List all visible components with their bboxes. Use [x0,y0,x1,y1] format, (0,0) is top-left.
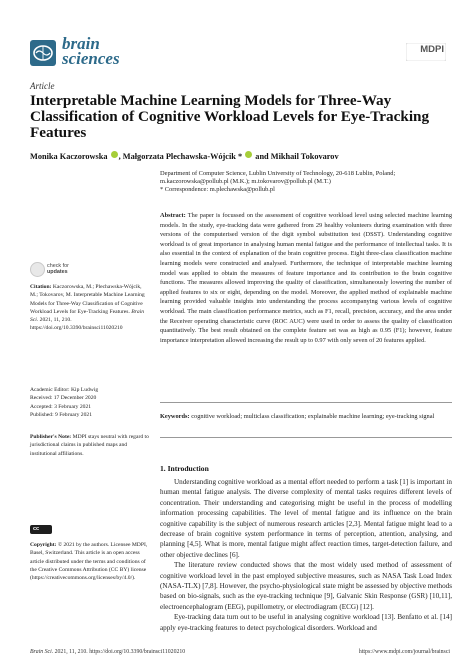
published-date: Published: 9 February 2021 [30,411,92,418]
author-2: , Małgorzata Plechawska-Wójcik [118,152,236,161]
affiliation-emails: m.kaczorowska@pollub.pl (M.K.); m.tokovarov@pollub.pl (M.T.) [160,178,331,186]
author-list [30,151,450,161]
publisher-name: MDPI [420,44,444,55]
paragraph: The literature review conducted shows that the most widely used method of assessment of cognitive workload level in the past employed subjective measures, such as NASA Task Load Index (NASA-TLX) [7,8]. However, the psycho-physiological state might be assessed by objective methods based on bio-signals, such as the eye-tracking technique [9], Galvanic Skin Response (GSR) [10,11], electroencephalogram (EEG), pupillometry, or electrodiagram (ECG) [12]. [160,561,452,611]
orcid-icon[interactable] [245,151,252,158]
article-type: Article [30,81,55,91]
copyright-text: © 2021 by the authors. Licensee MDPI, Basel, Switzerland. This article is an open access article distributed under the terms and conditions of the Creative Commons Attribution (CC BY) license (https://creativecommons.org/licenses/by/4.0/). [30,542,148,582]
author-3: and Mikhail Tokovarov [253,152,339,161]
paragraph: Understanding cognitive workload as a mental effort needed to perform a task [1] is important in human mental fatigue analysis. The diverse complexity of mental tasks requires different levels of concentration. Their understanding and categorising might be useful in the process of modelling information processing capabilities. The level of mental fatigue and its influence on the brain cognitive capability is the subject of numerous research articles [2,3]. Mental fatigue might lead to a decrease of brain cognitive system performance in terms of perception, attention, analysing, and planning [4,5]. What is more, mental fatigue might affect reaction times, target-detection failure, and other objective declines [6]. [160,478,452,559]
abstract-label: Abstract: [160,212,186,219]
author-1: Monika Kaczorowska [30,152,108,161]
journal-logo-icon [30,40,56,66]
check-line2: updates [47,269,68,276]
received-date: Received: 17 December 2020 [30,395,97,402]
introduction-body [160,477,452,633]
article-title: Interpretable Machine Learning Models for Three-Way Classification of Cognitive Workload Levels for Eye-Tracking Features [30,92,430,142]
paragraph: Eye-tracking data turn out to be useful in analysing cognitive workload [13]. Benfatto et al. [14] apply eye-tracking features to detect psychological disorders. Workload and [160,613,452,632]
orcid-icon[interactable] [111,151,118,158]
journal-line2: sciences [62,49,120,68]
affiliations [160,170,450,195]
footer-citation [30,649,185,655]
citation-block [30,283,150,333]
academic-editor: Academic Editor: Kip Ludwig [30,387,99,393]
abstract [160,211,452,345]
copyright-block [30,541,150,582]
note-text: MDPI stays neutral with regard to jurisdictional claims in published maps and institutional affiliations. [30,434,149,457]
note-label: Publisher's Note: [30,434,72,440]
check-for-updates-icon[interactable] [30,262,45,277]
citation-text: Kaczorowska, M.; Plechawska-Wójcik, M.; Tokovarov, M. Interpretable Machine Learning Models for Three-Way Classification of Cognitive Workload Levels for Eye-Tracking Features. [30,284,145,315]
divider [160,402,452,403]
cc-badge-label: cc [33,526,40,532]
correspondence: * Correspondence: m.plechawska@pollub.pl [160,186,275,194]
journal-title [62,36,152,66]
footer-journal-link[interactable]: https://www.mdpi.com/journal/brainsci [358,649,450,655]
affiliation-line: Department of Computer Science, Lublin University of Technology, 20-618 Lublin, Poland; [160,170,396,177]
copyright-label: Copyright: [30,542,57,548]
corresponding-mark: * [235,152,243,161]
citation-journal: Brain Sci. [30,308,145,324]
check-for-updates-link[interactable] [47,263,69,275]
keywords-text: cognitive workload; multiclass classification; explainable machine learning; eye-tracking signal [191,413,435,420]
accepted-date: Accepted: 3 February 2021 [30,403,92,410]
divider [160,437,452,438]
section-heading: 1. Introduction [160,464,209,473]
footer-journal: Brain Sci. [30,649,54,655]
keywords-label: Keywords: [160,413,190,420]
publisher-note [30,433,150,458]
check-line1: check for [47,263,69,269]
journal-line1: brain [62,34,100,53]
citation-doi[interactable]: 2021, 11, 210. https://doi.org/10.3390/brainsci11020210 [30,317,123,332]
citation-label: Citation: [30,284,52,290]
dates-block [30,386,150,419]
footer-doi[interactable]: 2021, 11, 210. https://doi.org/10.3390/brainsci11020210 [53,649,186,655]
keywords [160,412,452,422]
abstract-text: The paper is focussed on the assessment of cognitive workload level using selected machine learning models. In the study, eye-tracking data were gathered from 29 healthy volunteers during examination with three versions of the computerised version of the digit symbol substitution test (DSST). Understanding cognitive workload is of great importance in analysing human mental fatigue and the performance of intellectual tasks. It is also essential in the context of explanation of the brain cognitive process. Eight three-class classification machine learning models were constructed and analysed. Furthermore, the technique of interpretable machine learning model was applied to obtain the measures of feature importance and its contribution to the brain cognitive functions. The measures allowed improving the quality of classification, simultaneously lowering the number of applied features to six or eight, depending on the model. Moreover, the applied method of explainable machine learning provided valuable insights into understanding the process accompanying various levels of cognitive workload. The main classification performance metrics, such as F1, recall, precision, accuracy, and the area under the Receiver operating characteristic curve (ROC AUC) were used in order to assess the quality of classification quantitatively. The best result obtained on the complete feature set was as high as 0.95 (F1); however, feature importance interpretation allowed increasing the result up to 0.97 with only seven of 20 features applied. [160,212,452,344]
